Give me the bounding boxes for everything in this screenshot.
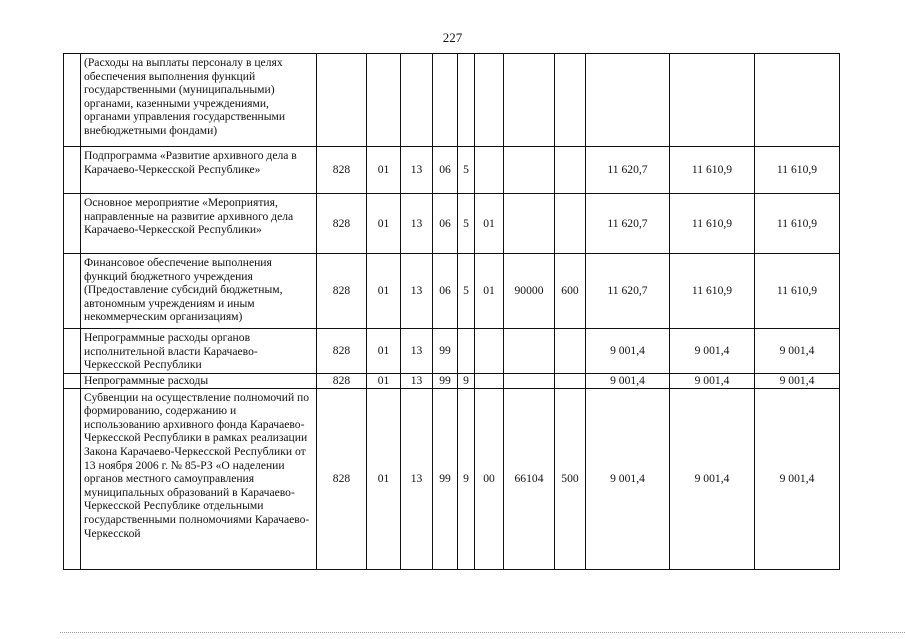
cell-row-number: [64, 194, 81, 254]
cell-amount-year-2: 11 610,9: [670, 194, 755, 254]
cell-expense-type: [555, 374, 586, 389]
cell-amount-year-3: 9 001,4: [755, 388, 840, 569]
table-row: [64, 329, 840, 374]
table-row: [64, 374, 840, 389]
cell-razdel: 01: [367, 374, 401, 389]
cell-target-activity: 01: [475, 194, 504, 254]
cell-target-subprogram: 5: [458, 194, 475, 254]
cell-target-subprogram: [458, 329, 475, 374]
cell-target-direction: 90000: [504, 254, 555, 329]
cell-expense-type: [555, 147, 586, 194]
cell-target-direction: [504, 147, 555, 194]
cell-vedomstvo: 828: [317, 194, 367, 254]
cell-razdel: 01: [367, 388, 401, 569]
cell-podrazdel: 13: [401, 329, 433, 374]
cell-amount-year-2: [670, 54, 755, 147]
cell-target-subprogram: 5: [458, 254, 475, 329]
cell-target-direction: [504, 194, 555, 254]
cell-razdel: [367, 54, 401, 147]
cell-target-activity: 00: [475, 388, 504, 569]
cell-target-activity: [475, 374, 504, 389]
budget-table-body: [64, 54, 840, 570]
cell-vedomstvo: 828: [317, 147, 367, 194]
cell-podrazdel: 13: [401, 254, 433, 329]
cell-amount-year-2: 9 001,4: [670, 329, 755, 374]
cell-podrazdel: 13: [401, 147, 433, 194]
cell-amount-year-1: 11 620,7: [586, 147, 670, 194]
cell-target-activity: 01: [475, 254, 504, 329]
table-row: [64, 194, 840, 254]
cell-target-direction: [504, 329, 555, 374]
cell-target-subprogram: 5: [458, 147, 475, 194]
cell-razdel: 01: [367, 254, 401, 329]
cell-target-program: 99: [433, 329, 458, 374]
cell-vedomstvo: 828: [317, 329, 367, 374]
cell-expense-name: Субвенции на осуществление полномочий по формированию, содержанию и использованию архивного фонда Карачаево-Черкесской Республики в рамках реализации Закона Карачаево-Черкесской Республики от 13 ноября 2006 г. № 85-РЗ «О наделении органов местного самоуправления муниципальных образований в Карачаево-Черкесской Республике отдельными государственными полномочиями Карачаево-Черкесской: [81, 388, 317, 569]
cell-amount-year-3: 11 610,9: [755, 254, 840, 329]
cell-row-number: [64, 329, 81, 374]
cell-amount-year-2: 11 610,9: [670, 254, 755, 329]
cell-amount-year-1: 9 001,4: [586, 388, 670, 569]
cell-row-number: [64, 374, 81, 389]
cell-amount-year-3: 9 001,4: [755, 374, 840, 389]
cell-amount-year-1: 11 620,7: [586, 194, 670, 254]
cell-podrazdel: [401, 54, 433, 147]
cell-target-direction: [504, 374, 555, 389]
cell-row-number: [64, 254, 81, 329]
cell-target-subprogram: 9: [458, 388, 475, 569]
cell-target-activity: [475, 54, 504, 147]
cell-amount-year-3: 11 610,9: [755, 194, 840, 254]
cell-amount-year-3: 9 001,4: [755, 329, 840, 374]
cell-vedomstvo: 828: [317, 254, 367, 329]
cell-amount-year-2: 9 001,4: [670, 388, 755, 569]
table-row: [64, 254, 840, 329]
cell-amount-year-3: 11 610,9: [755, 147, 840, 194]
cell-amount-year-2: 11 610,9: [670, 147, 755, 194]
cell-amount-year-1: 9 001,4: [586, 374, 670, 389]
page-number: 227: [442, 30, 463, 45]
cell-expense-name: Подпрограмма «Развитие архивного дела в Карачаево-Черкесской Республике»: [81, 147, 317, 194]
cell-target-program: [433, 54, 458, 147]
cell-expense-name: (Расходы на выплаты персоналу в целях обеспечения выполнения функций государственными (муниципальными) органами, казенными учреждениями, органами управления государственными внебюджетными фондами): [81, 54, 317, 147]
cell-target-program: 06: [433, 194, 458, 254]
cell-razdel: 01: [367, 194, 401, 254]
cell-razdel: 01: [367, 147, 401, 194]
scan-edge-line: [60, 632, 905, 633]
cell-expense-name: Непрограммные расходы органов исполнительной власти Карачаево-Черкесской Республики: [81, 329, 317, 374]
cell-row-number: [64, 388, 81, 569]
table-row: [64, 388, 840, 569]
cell-target-program: 06: [433, 147, 458, 194]
cell-target-program: 06: [433, 254, 458, 329]
cell-target-activity: [475, 147, 504, 194]
cell-target-direction: [504, 54, 555, 147]
cell-amount-year-1: 11 620,7: [586, 254, 670, 329]
cell-expense-type: [555, 329, 586, 374]
table-row: [64, 147, 840, 194]
cell-vedomstvo: 828: [317, 388, 367, 569]
cell-row-number: [64, 147, 81, 194]
cell-expense-name: Финансовое обеспечение выполнения функций бюджетного учреждения (Предоставление субсидий бюджетным, автономным учреждениям и иным некоммерческим организациям): [81, 254, 317, 329]
cell-expense-name: Непрограммные расходы: [81, 374, 317, 389]
cell-expense-type: [555, 194, 586, 254]
cell-expense-type: [555, 54, 586, 147]
cell-target-direction: 66104: [504, 388, 555, 569]
cell-vedomstvo: [317, 54, 367, 147]
budget-table: [63, 53, 840, 570]
cell-vedomstvo: 828: [317, 374, 367, 389]
cell-target-program: 99: [433, 388, 458, 569]
cell-expense-type: 600: [555, 254, 586, 329]
cell-razdel: 01: [367, 329, 401, 374]
cell-podrazdel: 13: [401, 194, 433, 254]
cell-amount-year-2: 9 001,4: [670, 374, 755, 389]
cell-podrazdel: 13: [401, 388, 433, 569]
table-row: [64, 54, 840, 147]
cell-row-number: [64, 54, 81, 147]
cell-expense-type: 500: [555, 388, 586, 569]
cell-amount-year-1: 9 001,4: [586, 329, 670, 374]
cell-target-subprogram: [458, 54, 475, 147]
cell-target-activity: [475, 329, 504, 374]
cell-target-program: 99: [433, 374, 458, 389]
cell-expense-name: Основное мероприятие «Мероприятия, направленные на развитие архивного дела Карачаево-Черкесской Республики»: [81, 194, 317, 254]
cell-amount-year-1: [586, 54, 670, 147]
cell-amount-year-3: [755, 54, 840, 147]
cell-podrazdel: 13: [401, 374, 433, 389]
cell-target-subprogram: 9: [458, 374, 475, 389]
